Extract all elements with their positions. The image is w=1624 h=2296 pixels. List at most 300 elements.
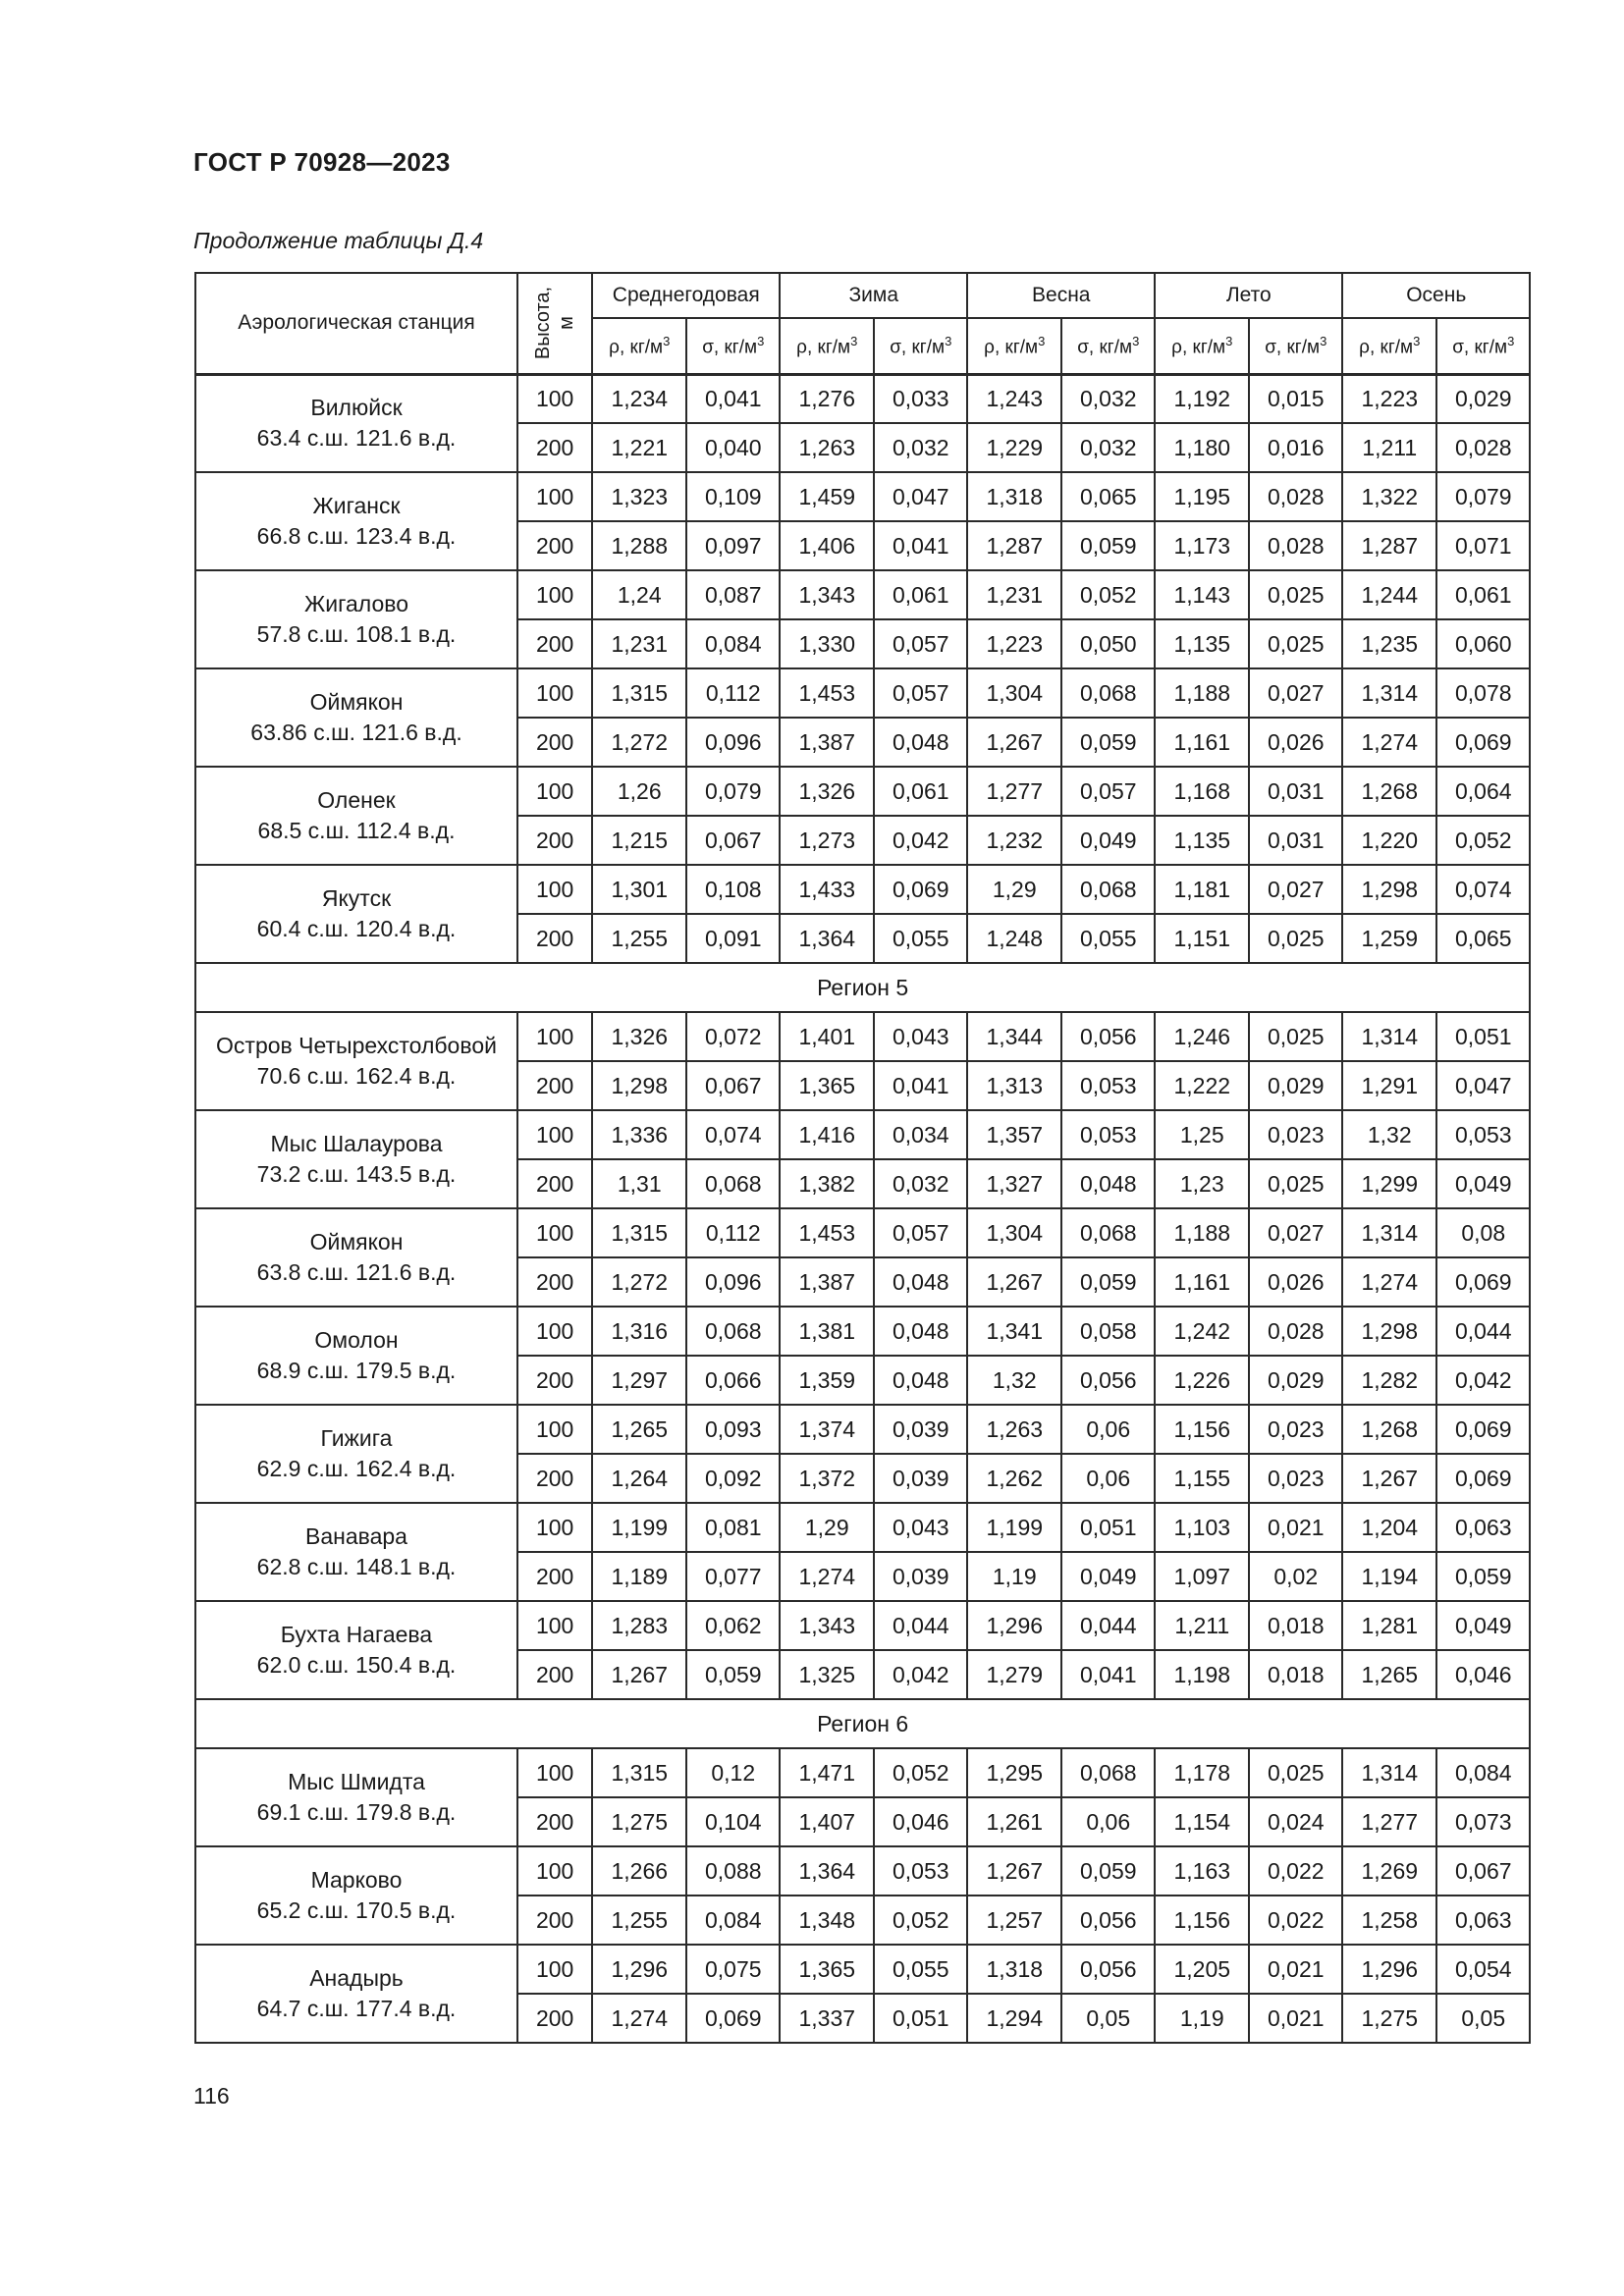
table-body bbox=[195, 374, 1530, 2043]
deviation-cell: 0,067 bbox=[686, 816, 780, 865]
density-cell: 1,372 bbox=[780, 1454, 874, 1503]
density-cell: 1,295 bbox=[967, 1748, 1061, 1797]
height-cell: 200 bbox=[517, 718, 592, 767]
density-cell: 1,168 bbox=[1155, 767, 1249, 816]
deviation-cell: 0,028 bbox=[1436, 423, 1530, 472]
header-height bbox=[517, 273, 592, 374]
region-label: Регион 6 bbox=[195, 1699, 1530, 1748]
deviation-cell: 0,071 bbox=[1436, 521, 1530, 570]
subheader-density bbox=[780, 318, 874, 374]
deviation-cell: 0,021 bbox=[1249, 1503, 1342, 1552]
deviation-cell: 0,097 bbox=[686, 521, 780, 570]
height-cell: 100 bbox=[517, 570, 592, 619]
density-cell: 1,433 bbox=[780, 865, 874, 914]
density-cell: 1,32 bbox=[1342, 1110, 1436, 1159]
deviation-cell: 0,021 bbox=[1249, 1945, 1342, 1994]
height-cell: 200 bbox=[517, 1994, 592, 2043]
deviation-cell: 0,061 bbox=[874, 767, 967, 816]
height-cell: 100 bbox=[517, 1748, 592, 1797]
density-cell: 1,453 bbox=[780, 668, 874, 718]
station-coords: 62.9 с.ш. 162.4 в.д. bbox=[256, 1456, 457, 1481]
density-cell: 1,318 bbox=[967, 472, 1061, 521]
table-row bbox=[195, 570, 1530, 619]
deviation-cell: 0,067 bbox=[686, 1061, 780, 1110]
density-cell: 1,364 bbox=[780, 1846, 874, 1896]
deviation-cell: 0,044 bbox=[1061, 1601, 1155, 1650]
subheader-exponent: 3 bbox=[1507, 333, 1515, 348]
deviation-cell: 0,026 bbox=[1249, 718, 1342, 767]
subheader-text: σ, кг/м bbox=[890, 336, 946, 357]
deviation-cell: 0,023 bbox=[1249, 1405, 1342, 1454]
deviation-cell: 0,109 bbox=[686, 472, 780, 521]
region-row bbox=[195, 1699, 1530, 1748]
density-cell: 1,19 bbox=[1155, 1994, 1249, 2043]
height-cell: 100 bbox=[517, 1208, 592, 1257]
station-name: Марково bbox=[310, 1867, 403, 1893]
deviation-cell: 0,046 bbox=[1436, 1650, 1530, 1699]
density-cell: 1,294 bbox=[967, 1994, 1061, 2043]
deviation-cell: 0,055 bbox=[1061, 914, 1155, 963]
height-cell: 100 bbox=[517, 1601, 592, 1650]
station-coords: 57.8 с.ш. 108.1 в.д. bbox=[256, 621, 457, 647]
deviation-cell: 0,022 bbox=[1249, 1846, 1342, 1896]
density-cell: 1,243 bbox=[967, 374, 1061, 423]
station-name: Оленек bbox=[317, 787, 396, 813]
height-cell: 200 bbox=[517, 1257, 592, 1307]
deviation-cell: 0,06 bbox=[1061, 1454, 1155, 1503]
deviation-cell: 0,049 bbox=[1436, 1159, 1530, 1208]
height-cell: 100 bbox=[517, 1110, 592, 1159]
deviation-cell: 0,028 bbox=[1249, 1307, 1342, 1356]
table-row bbox=[195, 1012, 1530, 1061]
deviation-cell: 0,061 bbox=[874, 570, 967, 619]
station-cell bbox=[195, 1503, 517, 1601]
deviation-cell: 0,05 bbox=[1061, 1994, 1155, 2043]
density-cell: 1,220 bbox=[1342, 816, 1436, 865]
density-cell: 1,298 bbox=[1342, 865, 1436, 914]
deviation-cell: 0,053 bbox=[1436, 1110, 1530, 1159]
density-cell: 1,279 bbox=[967, 1650, 1061, 1699]
deviation-cell: 0,055 bbox=[874, 1945, 967, 1994]
density-cell: 1,297 bbox=[592, 1356, 686, 1405]
density-cell: 1,261 bbox=[967, 1797, 1061, 1846]
density-cell: 1,322 bbox=[1342, 472, 1436, 521]
deviation-cell: 0,069 bbox=[1436, 1454, 1530, 1503]
deviation-cell: 0,018 bbox=[1249, 1650, 1342, 1699]
density-cell: 1,173 bbox=[1155, 521, 1249, 570]
density-cell: 1,416 bbox=[780, 1110, 874, 1159]
density-cell: 1,23 bbox=[1155, 1159, 1249, 1208]
deviation-cell: 0,05 bbox=[1436, 1994, 1530, 2043]
height-cell: 200 bbox=[517, 1061, 592, 1110]
station-cell bbox=[195, 472, 517, 570]
density-cell: 1,231 bbox=[967, 570, 1061, 619]
density-cell: 1,267 bbox=[1342, 1454, 1436, 1503]
density-cell: 1,258 bbox=[1342, 1896, 1436, 1945]
density-cell: 1,223 bbox=[1342, 374, 1436, 423]
density-cell: 1,163 bbox=[1155, 1846, 1249, 1896]
density-cell: 1,267 bbox=[967, 1846, 1061, 1896]
density-cell: 1,314 bbox=[1342, 1012, 1436, 1061]
deviation-cell: 0,046 bbox=[874, 1797, 967, 1846]
density-cell: 1,31 bbox=[592, 1159, 686, 1208]
deviation-cell: 0,028 bbox=[1249, 521, 1342, 570]
density-cell: 1,283 bbox=[592, 1601, 686, 1650]
height-cell: 200 bbox=[517, 1797, 592, 1846]
deviation-cell: 0,12 bbox=[686, 1748, 780, 1797]
deviation-cell: 0,047 bbox=[1436, 1061, 1530, 1110]
density-cell: 1,161 bbox=[1155, 1257, 1249, 1307]
header-height-line2: м bbox=[556, 316, 578, 331]
density-cell: 1,359 bbox=[780, 1356, 874, 1405]
deviation-cell: 0,027 bbox=[1249, 865, 1342, 914]
height-cell: 100 bbox=[517, 472, 592, 521]
deviation-cell: 0,059 bbox=[686, 1650, 780, 1699]
deviation-cell: 0,069 bbox=[1436, 718, 1530, 767]
density-cell: 1,231 bbox=[592, 619, 686, 668]
deviation-cell: 0,084 bbox=[686, 1896, 780, 1945]
station-cell bbox=[195, 668, 517, 767]
deviation-cell: 0,088 bbox=[686, 1846, 780, 1896]
deviation-cell: 0,018 bbox=[1249, 1601, 1342, 1650]
deviation-cell: 0,023 bbox=[1249, 1454, 1342, 1503]
height-cell: 200 bbox=[517, 1356, 592, 1405]
table-row bbox=[195, 668, 1530, 718]
density-cell: 1,25 bbox=[1155, 1110, 1249, 1159]
deviation-cell: 0,069 bbox=[1436, 1257, 1530, 1307]
density-cell: 1,198 bbox=[1155, 1650, 1249, 1699]
deviation-cell: 0,022 bbox=[1249, 1896, 1342, 1945]
density-cell: 1,296 bbox=[592, 1945, 686, 1994]
deviation-cell: 0,059 bbox=[1061, 521, 1155, 570]
deviation-cell: 0,112 bbox=[686, 1208, 780, 1257]
deviation-cell: 0,043 bbox=[874, 1012, 967, 1061]
density-cell: 1,235 bbox=[1342, 619, 1436, 668]
station-name: Якутск bbox=[321, 885, 392, 911]
density-cell: 1,277 bbox=[967, 767, 1061, 816]
deviation-cell: 0,056 bbox=[1061, 1356, 1155, 1405]
deviation-cell: 0,104 bbox=[686, 1797, 780, 1846]
deviation-cell: 0,042 bbox=[874, 816, 967, 865]
deviation-cell: 0,068 bbox=[686, 1307, 780, 1356]
deviation-cell: 0,039 bbox=[874, 1454, 967, 1503]
station-name: Анадырь bbox=[309, 1965, 404, 1991]
deviation-cell: 0,02 bbox=[1249, 1552, 1342, 1601]
density-cell: 1,265 bbox=[592, 1405, 686, 1454]
density-cell: 1,291 bbox=[1342, 1061, 1436, 1110]
density-cell: 1,194 bbox=[1342, 1552, 1436, 1601]
height-cell: 100 bbox=[517, 1307, 592, 1356]
deviation-cell: 0,025 bbox=[1249, 570, 1342, 619]
deviation-cell: 0,041 bbox=[874, 521, 967, 570]
station-name: Оймякон bbox=[309, 1229, 404, 1255]
density-cell: 1,234 bbox=[592, 374, 686, 423]
density-cell: 1,215 bbox=[592, 816, 686, 865]
station-coords: 73.2 с.ш. 143.5 в.д. bbox=[256, 1161, 457, 1187]
table-row bbox=[195, 1405, 1530, 1454]
deviation-cell: 0,063 bbox=[1436, 1503, 1530, 1552]
density-cell: 1,344 bbox=[967, 1012, 1061, 1061]
deviation-cell: 0,078 bbox=[1436, 668, 1530, 718]
density-cell: 1,323 bbox=[592, 472, 686, 521]
density-cell: 1,387 bbox=[780, 718, 874, 767]
density-cell: 1,382 bbox=[780, 1159, 874, 1208]
table-row bbox=[195, 472, 1530, 521]
deviation-cell: 0,026 bbox=[1249, 1257, 1342, 1307]
station-name: Остров Четырехстолбовой bbox=[216, 1033, 497, 1058]
density-cell: 1,269 bbox=[1342, 1846, 1436, 1896]
deviation-cell: 0,059 bbox=[1061, 718, 1155, 767]
station-coords: 69.1 с.ш. 179.8 в.д. bbox=[256, 1799, 457, 1825]
height-cell: 100 bbox=[517, 1405, 592, 1454]
density-cell: 1,327 bbox=[967, 1159, 1061, 1208]
table-row bbox=[195, 1945, 1530, 1994]
deviation-cell: 0,074 bbox=[686, 1110, 780, 1159]
region-label: Регион 5 bbox=[195, 963, 1530, 1012]
density-cell: 1,336 bbox=[592, 1110, 686, 1159]
density-cell: 1,401 bbox=[780, 1012, 874, 1061]
deviation-cell: 0,048 bbox=[874, 1257, 967, 1307]
deviation-cell: 0,048 bbox=[874, 718, 967, 767]
density-cell: 1,32 bbox=[967, 1356, 1061, 1405]
deviation-cell: 0,029 bbox=[1249, 1356, 1342, 1405]
deviation-cell: 0,058 bbox=[1061, 1307, 1155, 1356]
density-cell: 1,188 bbox=[1155, 668, 1249, 718]
deviation-cell: 0,031 bbox=[1249, 767, 1342, 816]
density-cell: 1,296 bbox=[1342, 1945, 1436, 1994]
table-row bbox=[195, 1748, 1530, 1797]
deviation-cell: 0,062 bbox=[686, 1601, 780, 1650]
density-cell: 1,325 bbox=[780, 1650, 874, 1699]
density-cell: 1,288 bbox=[592, 521, 686, 570]
deviation-cell: 0,069 bbox=[1436, 1405, 1530, 1454]
deviation-cell: 0,063 bbox=[1436, 1896, 1530, 1945]
density-cell: 1,296 bbox=[967, 1601, 1061, 1650]
deviation-cell: 0,077 bbox=[686, 1552, 780, 1601]
deviation-cell: 0,032 bbox=[874, 1159, 967, 1208]
deviation-cell: 0,024 bbox=[1249, 1797, 1342, 1846]
density-cell: 1,211 bbox=[1155, 1601, 1249, 1650]
density-cell: 1,406 bbox=[780, 521, 874, 570]
deviation-cell: 0,051 bbox=[1061, 1503, 1155, 1552]
station-coords: 62.0 с.ш. 150.4 в.д. bbox=[256, 1652, 457, 1678]
density-cell: 1,272 bbox=[592, 1257, 686, 1307]
deviation-cell: 0,052 bbox=[1436, 816, 1530, 865]
deviation-cell: 0,041 bbox=[686, 374, 780, 423]
table-caption: Продолжение таблицы Д.4 bbox=[193, 228, 484, 253]
station-coords: 68.5 с.ш. 112.4 в.д. bbox=[257, 818, 456, 843]
subheader-text: σ, кг/м bbox=[1077, 336, 1133, 357]
deviation-cell: 0,079 bbox=[686, 767, 780, 816]
density-cell: 1,222 bbox=[1155, 1061, 1249, 1110]
density-cell: 1,255 bbox=[592, 914, 686, 963]
density-cell: 1,267 bbox=[592, 1650, 686, 1699]
deviation-cell: 0,073 bbox=[1436, 1797, 1530, 1846]
station-coords: 70.6 с.ш. 162.4 в.д. bbox=[256, 1063, 457, 1089]
height-cell: 200 bbox=[517, 1454, 592, 1503]
station-name: Гижига bbox=[320, 1425, 393, 1451]
subheader-text: ρ, кг/м bbox=[1359, 336, 1414, 357]
height-cell: 100 bbox=[517, 1945, 592, 1994]
deviation-cell: 0,053 bbox=[874, 1846, 967, 1896]
table-row bbox=[195, 865, 1530, 914]
height-cell: 100 bbox=[517, 1503, 592, 1552]
deviation-cell: 0,043 bbox=[874, 1503, 967, 1552]
deviation-cell: 0,048 bbox=[874, 1356, 967, 1405]
density-cell: 1,221 bbox=[592, 423, 686, 472]
density-cell: 1,268 bbox=[1342, 1405, 1436, 1454]
density-cell: 1,267 bbox=[967, 1257, 1061, 1307]
density-cell: 1,259 bbox=[1342, 914, 1436, 963]
deviation-cell: 0,06 bbox=[1061, 1405, 1155, 1454]
deviation-cell: 0,079 bbox=[1436, 472, 1530, 521]
deviation-cell: 0,033 bbox=[874, 374, 967, 423]
density-cell: 1,199 bbox=[592, 1503, 686, 1552]
station-coords: 63.86 с.ш. 121.6 в.д. bbox=[250, 720, 462, 745]
station-cell bbox=[195, 865, 517, 963]
density-cell: 1,313 bbox=[967, 1061, 1061, 1110]
station-name: Жиганск bbox=[312, 493, 401, 518]
density-cell: 1,199 bbox=[967, 1503, 1061, 1552]
density-cell: 1,301 bbox=[592, 865, 686, 914]
table-row bbox=[195, 1307, 1530, 1356]
deviation-cell: 0,072 bbox=[686, 1012, 780, 1061]
deviation-cell: 0,065 bbox=[1436, 914, 1530, 963]
deviation-cell: 0,047 bbox=[874, 472, 967, 521]
density-cell: 1,135 bbox=[1155, 619, 1249, 668]
deviation-cell: 0,084 bbox=[1436, 1748, 1530, 1797]
subheader-exponent: 3 bbox=[1038, 333, 1046, 348]
table-header bbox=[195, 273, 1530, 374]
deviation-cell: 0,068 bbox=[1061, 1748, 1155, 1797]
density-cell: 1,181 bbox=[1155, 865, 1249, 914]
header-season-summer: Лето bbox=[1155, 273, 1342, 318]
height-cell: 200 bbox=[517, 1896, 592, 1945]
density-cell: 1,348 bbox=[780, 1896, 874, 1945]
deviation-cell: 0,081 bbox=[686, 1503, 780, 1552]
subheader-text: ρ, кг/м bbox=[984, 336, 1039, 357]
subheader-exponent: 3 bbox=[1320, 333, 1327, 348]
deviation-cell: 0,029 bbox=[1436, 374, 1530, 423]
density-cell: 1,374 bbox=[780, 1405, 874, 1454]
density-cell: 1,304 bbox=[967, 668, 1061, 718]
deviation-cell: 0,074 bbox=[1436, 865, 1530, 914]
density-cell: 1,255 bbox=[592, 1896, 686, 1945]
density-cell: 1,316 bbox=[592, 1307, 686, 1356]
station-coords: 63.4 с.ш. 121.6 в.д. bbox=[256, 425, 457, 452]
subheader-exponent: 3 bbox=[663, 333, 671, 348]
density-cell: 1,315 bbox=[592, 1748, 686, 1797]
deviation-cell: 0,029 bbox=[1249, 1061, 1342, 1110]
density-cell: 1,19 bbox=[967, 1552, 1061, 1601]
deviation-cell: 0,057 bbox=[874, 668, 967, 718]
deviation-cell: 0,023 bbox=[1249, 1110, 1342, 1159]
deviation-cell: 0,068 bbox=[686, 1159, 780, 1208]
deviation-cell: 0,034 bbox=[874, 1110, 967, 1159]
deviation-cell: 0,08 bbox=[1436, 1208, 1530, 1257]
deviation-cell: 0,032 bbox=[1061, 423, 1155, 472]
deviation-cell: 0,06 bbox=[1061, 1797, 1155, 1846]
subheader-exponent: 3 bbox=[1225, 333, 1233, 348]
deviation-cell: 0,064 bbox=[1436, 767, 1530, 816]
document-code: ГОСТ Р 70928—2023 bbox=[193, 147, 451, 177]
header-season-spring: Весна bbox=[967, 273, 1155, 318]
subheader-exponent: 3 bbox=[850, 333, 858, 348]
station-cell bbox=[195, 1405, 517, 1503]
density-cell: 1,276 bbox=[780, 374, 874, 423]
density-cell: 1,272 bbox=[592, 718, 686, 767]
deviation-cell: 0,069 bbox=[686, 1994, 780, 2043]
station-cell bbox=[195, 1601, 517, 1699]
subheader-exponent: 3 bbox=[757, 333, 765, 348]
height-cell: 100 bbox=[517, 668, 592, 718]
header-season-autumn: Осень bbox=[1342, 273, 1530, 318]
region-row bbox=[195, 963, 1530, 1012]
density-cell: 1,229 bbox=[967, 423, 1061, 472]
subheader-density bbox=[1342, 318, 1436, 374]
deviation-cell: 0,069 bbox=[874, 865, 967, 914]
deviation-cell: 0,054 bbox=[1436, 1945, 1530, 1994]
subheader-deviation bbox=[1061, 318, 1155, 374]
subheader-text: ρ, кг/м bbox=[609, 336, 664, 357]
height-cell: 200 bbox=[517, 1552, 592, 1601]
density-cell: 1,407 bbox=[780, 1797, 874, 1846]
density-cell: 1,155 bbox=[1155, 1454, 1249, 1503]
deviation-cell: 0,112 bbox=[686, 668, 780, 718]
deviation-cell: 0,057 bbox=[874, 1208, 967, 1257]
header-station: Аэрологическая станция bbox=[195, 273, 517, 374]
deviation-cell: 0,039 bbox=[874, 1552, 967, 1601]
deviation-cell: 0,060 bbox=[1436, 619, 1530, 668]
station-cell bbox=[195, 570, 517, 668]
density-cell: 1,161 bbox=[1155, 718, 1249, 767]
density-cell: 1,298 bbox=[1342, 1307, 1436, 1356]
deviation-cell: 0,051 bbox=[1436, 1012, 1530, 1061]
density-cell: 1,262 bbox=[967, 1454, 1061, 1503]
station-name: Мыс Шмидта bbox=[288, 1769, 425, 1794]
density-cell: 1,24 bbox=[592, 570, 686, 619]
deviation-cell: 0,065 bbox=[1061, 472, 1155, 521]
density-cell: 1,156 bbox=[1155, 1405, 1249, 1454]
density-cell: 1,232 bbox=[967, 816, 1061, 865]
density-cell: 1,178 bbox=[1155, 1748, 1249, 1797]
density-cell: 1,211 bbox=[1342, 423, 1436, 472]
subheader-deviation bbox=[874, 318, 967, 374]
subheader-text: ρ, кг/м bbox=[1171, 336, 1226, 357]
deviation-cell: 0,021 bbox=[1249, 1994, 1342, 2043]
station-cell bbox=[195, 767, 517, 865]
density-cell: 1,103 bbox=[1155, 1503, 1249, 1552]
density-cell: 1,223 bbox=[967, 619, 1061, 668]
density-cell: 1,204 bbox=[1342, 1503, 1436, 1552]
deviation-cell: 0,039 bbox=[874, 1405, 967, 1454]
deviation-cell: 0,015 bbox=[1249, 374, 1342, 423]
density-cell: 1,387 bbox=[780, 1257, 874, 1307]
station-name: Оймякон bbox=[309, 689, 404, 715]
deviation-cell: 0,108 bbox=[686, 865, 780, 914]
deviation-cell: 0,025 bbox=[1249, 914, 1342, 963]
deviation-cell: 0,059 bbox=[1061, 1257, 1155, 1307]
density-cell: 1,274 bbox=[780, 1552, 874, 1601]
deviation-cell: 0,053 bbox=[1061, 1061, 1155, 1110]
density-cell: 1,365 bbox=[780, 1945, 874, 1994]
height-cell: 100 bbox=[517, 374, 592, 423]
subheader-density bbox=[967, 318, 1061, 374]
deviation-cell: 0,042 bbox=[874, 1650, 967, 1699]
density-cell: 1,314 bbox=[1342, 1748, 1436, 1797]
deviation-cell: 0,052 bbox=[1061, 570, 1155, 619]
deviation-cell: 0,027 bbox=[1249, 1208, 1342, 1257]
